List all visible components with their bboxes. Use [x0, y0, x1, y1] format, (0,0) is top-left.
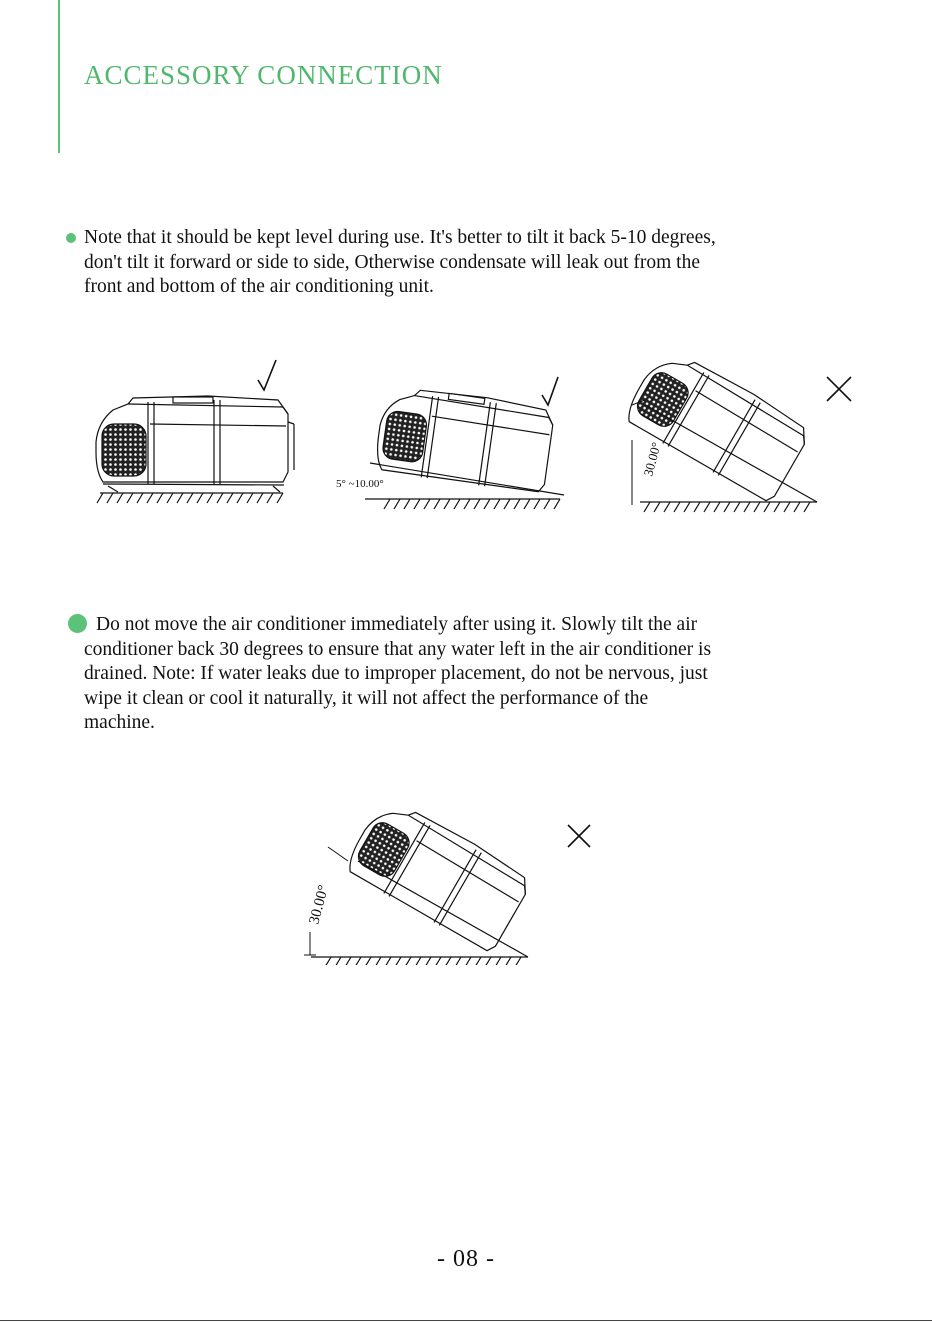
note-line: drained. Note: If water leaks due to improper placement, do not be nervous, just — [84, 663, 708, 684]
footer-divider — [0, 1320, 932, 1321]
note-line: don't tilt it forward or side to side, Otherwise condensate will leak out from the — [84, 251, 700, 273]
air-conditioner-illustration — [621, 345, 813, 505]
air-conditioner-illustration — [342, 795, 534, 955]
note-line: Do not move the air conditioner immediately after using it. Slowly tilt the air — [96, 614, 698, 635]
check-icon — [542, 377, 558, 405]
figure-level-unit — [88, 352, 310, 512]
ground-hatch — [365, 499, 560, 509]
ground-hatch — [97, 493, 283, 503]
header-accent-bar — [58, 0, 60, 153]
angle-label: 30.00° — [640, 440, 664, 478]
note-draining — [84, 613, 844, 736]
note-line: conditioner back 30 degrees to ensure that any water left in the air conditioner is — [84, 638, 712, 660]
ground-hatch — [640, 502, 817, 512]
cross-icon — [827, 377, 851, 401]
air-conditioner-illustration — [374, 383, 556, 494]
check-icon — [258, 360, 276, 390]
figure-tilt-back — [330, 375, 570, 515]
page-title: ACCESSORY CONNECTION — [84, 60, 443, 90]
figure-tilt-forward — [605, 345, 870, 515]
note-line: front and bottom of the air conditioning unit. — [84, 276, 434, 297]
angle-label: 30.00° — [306, 883, 333, 927]
note-line: Note that it should be kept level during use. It's better to tilt it back 5-10 degrees, — [84, 227, 716, 248]
bullet-icon — [66, 233, 76, 243]
note-level-usage — [84, 226, 844, 300]
angle-label: 5° ~10.00° — [336, 478, 384, 490]
cross-icon — [568, 825, 590, 847]
note-line: machine. — [84, 712, 155, 733]
air-conditioner-illustration — [96, 396, 294, 492]
figure-drain-tilt — [296, 795, 606, 965]
page-number: - 08 - — [437, 1246, 495, 1272]
note-line: wipe it clean or cool it naturally, it will not affect the performance of the — [84, 687, 649, 709]
ground-hatch — [311, 957, 528, 965]
